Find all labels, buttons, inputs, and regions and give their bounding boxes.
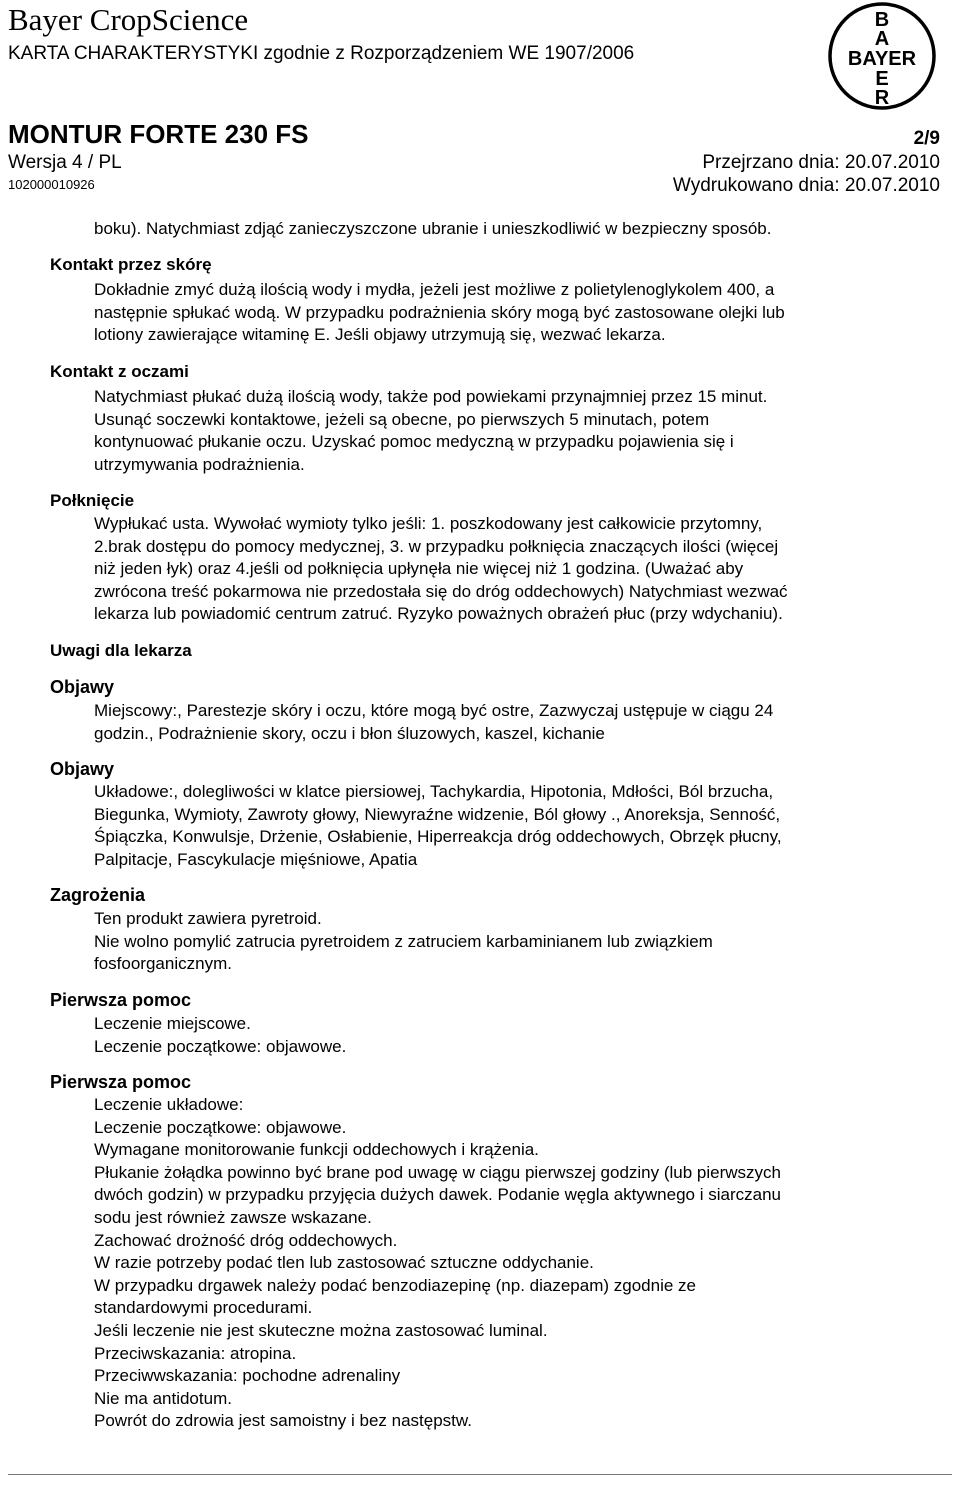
logo-horizontal-text: BAYER [847, 48, 917, 70]
company-name: Bayer CropScience [8, 2, 249, 37]
paragraph-line: Nie wolno pomylić zatrucia pyretroidem z zatruciem karbaminianem lub związkiem [94, 931, 713, 951]
paragraph-line: Usunąć soczewki kontaktowe, jeżeli są obecne, po pierwszych 5 minutach, potem [94, 409, 710, 429]
logo-letter: B [874, 9, 890, 31]
heading-symptoms-local: Objawy [50, 677, 115, 697]
paragraph-line: Nie ma antidotum. [94, 1388, 232, 1408]
bayer-cross-logo [826, 0, 938, 112]
paragraph-line: Śpiączka, Konwulsje, Drżenie, Osłabienie, Hiperreakcja dróg oddechowych, Obrzęk płucny, [94, 827, 782, 847]
paragraph-line: Wymagane monitorowanie funkcji oddechowych i krążenia. [94, 1140, 539, 1160]
heading-first-aid-local: Pierwsza pomoc [50, 990, 192, 1010]
logo-letter: E [875, 68, 889, 90]
version-label: Wersja 4 / PL [8, 152, 122, 173]
paragraph-line: W przypadku drgawek należy podać benzodiazepinę (np. diazepam) zgodnie ze [94, 1275, 696, 1295]
heading-symptoms-systemic: Objawy [50, 759, 115, 779]
reviewed-date: Przejrzano dnia: 20.07.2010 [702, 152, 940, 173]
paragraph-line: dwóch godzin) w przypadku przyjęcia dużych dawek. Podanie węgla aktywnego i siarczanu [94, 1185, 781, 1205]
paragraph-line: kontynuować płukanie oczu. Uzyskać pomoc medyczną w przypadku pojawienia się i [94, 432, 734, 452]
paragraph-line: Powrót do zdrowia jest samoistny i bez następstw. [94, 1411, 472, 1431]
paragraph-line: Przeciwwskazania: pochodne adrenaliny [94, 1366, 401, 1386]
paragraph-line: Leczenie początkowe: objawowe. [94, 1036, 347, 1056]
paragraph-line: Układowe:, dolegliwości w klatce piersiowej, Tachykardia, Hipotonia, Mdłości, Ból brzucha, [94, 782, 774, 801]
paragraph-line: fosfoorganicznym. [94, 954, 232, 974]
logo-letter: R [874, 87, 890, 109]
logo-letter: A [874, 28, 890, 50]
product-name: MONTUR FORTE 230 FS [8, 119, 309, 149]
document-subtitle: KARTA CHARAKTERYSTYKI zgodnie z Rozporządzeniem WE 1907/2006 [8, 43, 635, 64]
paragraph-line: lotiony zawierające witaminę E. Jeśli objawy utrzymują się, wezwać lekarza. [94, 325, 666, 345]
paragraph-line: godzin., Podrażnienie skory, oczu i błon śluzowych, kaszel, kichanie [94, 723, 605, 743]
paragraph-line: niż jeden łyk) oraz 4.jeśli od połknięcia upłynęła nie więcej niż 1 godzina. (Uważać aby [94, 559, 744, 579]
paragraph-line: Wypłukać usta. Wywołać wymioty tylko jeśli: 1. poszkodowany jest całkowicie przytomny, [94, 514, 763, 533]
paragraph-line: W razie potrzeby podać tlen lub zastosować sztuczne oddychanie. [94, 1253, 594, 1273]
paragraph-line: Leczenie układowe: [94, 1095, 244, 1114]
paragraph-line: Palpitacje, Fascykulacje mięśniowe, Apatia [94, 849, 418, 869]
paragraph-line: utrzymywania podrażnienia. [94, 454, 305, 474]
printed-date: Wydrukowano dnia: 20.07.2010 [672, 175, 940, 196]
paragraph-line: Przeciwskazania: atropina. [94, 1343, 297, 1363]
paragraph-line: następnie spłukać wodą. W przypadku podrażnienia skóry mogą być zastosowane olejki lub [94, 302, 785, 322]
paragraph-line: Płukanie żołądka powinno być brane pod uwagę w ciągu pierwszej godziny (lub pierwszych [94, 1162, 781, 1182]
heading-ingestion: Połknięcie [50, 491, 135, 510]
paragraph-line: sodu jest również zawsze wskazane. [94, 1208, 372, 1227]
heading-eye-contact: Kontakt z oczami [50, 362, 189, 381]
paragraph-line: 2.brak dostępu do pomocy medycznej, 3. w przypadku połknięcia znaczących ilości (więcej [94, 536, 779, 556]
paragraph-line: Ten produkt zawiera pyretroid. [94, 909, 322, 928]
paragraph-line: standardowymi procedurami. [94, 1298, 313, 1318]
paragraph-line: Leczenie początkowe: objawowe. [94, 1117, 347, 1137]
page-number: 2/9 [913, 128, 940, 149]
paragraph-line: Dokładnie zmyć dużą ilością wody i mydła, jeżeli jest możliwe z polietylenoglykolem 400, a [94, 280, 775, 299]
footer-divider [8, 1474, 952, 1475]
paragraph-line: zwrócona treść pokarmowa nie przedostała się do dróg oddechowych) Natychmiast wezwać [94, 581, 788, 601]
paragraph-line: Leczenie miejscowe. [94, 1014, 251, 1033]
heading-hazards: Zagrożenia [50, 885, 146, 905]
heading-notes-for-doctor: Uwagi dla lekarza [50, 641, 192, 660]
paragraph-line: Biegunka, Wymioty, Zawroty głowy, Niewyraźne widzenie, Ból głowy ., Anoreksja, Senność, [94, 804, 781, 824]
paragraph-line: lekarza lub powiadomić centrum zatruć. Ryzyko poważnych obrażeń płuc (przy wdychaniu). [94, 604, 783, 624]
paragraph-line: Jeśli leczenie nie jest skuteczne można zastosować luminal. [94, 1321, 548, 1340]
heading-first-aid-systemic: Pierwsza pomoc [50, 1072, 192, 1092]
document-number: 102000010926 [8, 177, 95, 192]
heading-skin-contact: Kontakt przez skórę [50, 255, 212, 274]
paragraph-line: Zachować drożność dróg oddechowych. [94, 1230, 398, 1250]
paragraph-line: Miejscowy:, Parestezje skóry i oczu, które mogą być ostre, Zazwyczaj ustępuje w ciągu 24 [94, 701, 774, 720]
paragraph-line: Natychmiast płukać dużą ilością wody, także pod powiekami przynajmniej przez 15 minut. [94, 387, 768, 406]
paragraph-line: boku). Natychmiast zdjąć zanieczyszczone ubranie i unieszkodliwić w bezpieczny sposób. [94, 219, 772, 238]
